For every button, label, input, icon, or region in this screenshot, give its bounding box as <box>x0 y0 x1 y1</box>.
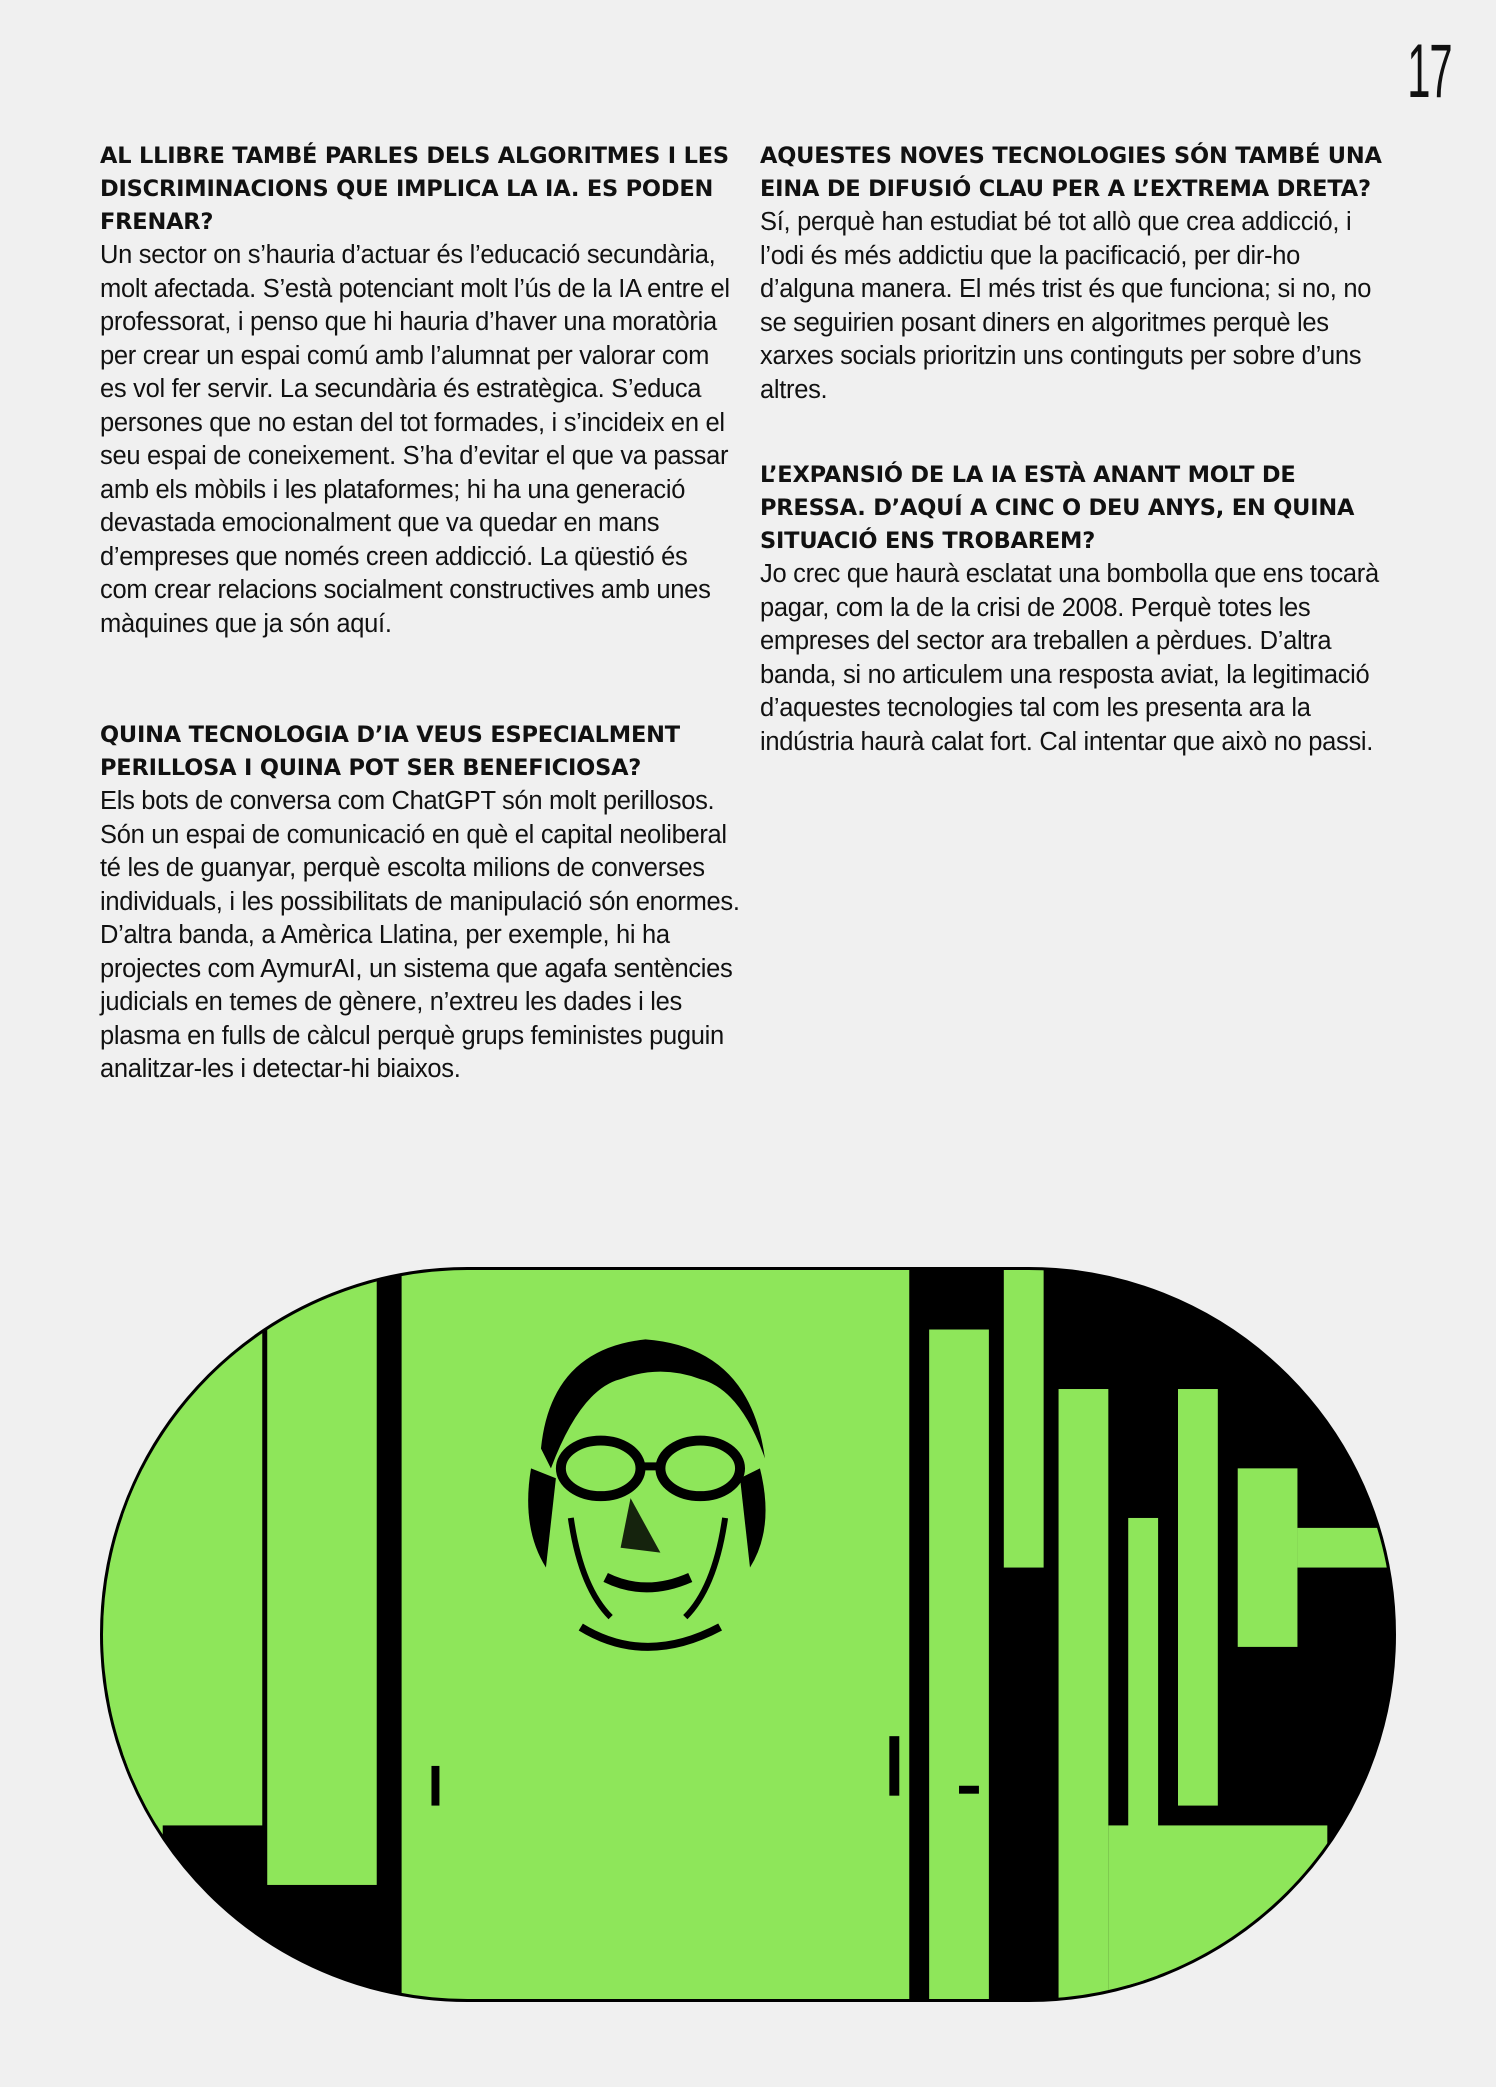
interview-answer: Els bots de conversa com ChatGPT són molt perillosos. Són un espai de comunicació en què el capital neoliberal té les de guanyar, perquè escolta milions de converses individuals, i les possibilitats de manipulació són enormes. D’altra banda, a Amèrica Llatina, per exemple, hi ha projectes com AymurAI, un sistema que agafa sentències judicials en temes de gènere, n’extreu les dades i les plasma en fulls de càlcul perquè grups feministes puguin analitzar-les i detectar-hi biaixos. <box>100 787 740 1083</box>
interview-question: QUINA TECNOLOGIA D’IA VEUS ESPECIALMENT PERILLOSA I QUINA POT SER BENEFICIOSA? <box>100 722 680 781</box>
interview-question: AL LLIBRE TAMBÉ PARLES DELS ALGORITMES I LES DISCRIMINACIONS QUE IMPLICA LA IA. ES PODEN FRENAR? <box>100 143 729 235</box>
page-number: 17 <box>1407 29 1452 114</box>
portrait-photo <box>100 1267 1396 2002</box>
interview-answer: Sí, perquè han estudiat bé tot allò que crea addicció, i l’odi és més addictiu que la pacificació, per dir-ho d’alguna manera. El més trist és que funciona; si no, no se seguirien posant diners en algoritmes perquè les xarxes socials prioritzin uns continguts per sobre d’uns altres. <box>760 208 1372 404</box>
qa-block <box>760 140 1400 407</box>
interview-question: AQUESTES NOVES TECNOLOGIES SÓN TAMBÉ UNA EINA DE DIFUSIÓ CLAU PER A L’EXTREMA DRETA? <box>760 143 1382 202</box>
qa-block <box>100 140 740 641</box>
interview-question: L’EXPANSIÓ DE LA IA ESTÀ ANANT MOLT DE PRESSA. D’AQUÍ A CINC O DEU ANYS, EN QUINA SITUACIÓ ENS TROBAREM? <box>760 462 1355 554</box>
portrait-photo-icon <box>103 1270 1393 1999</box>
left-column <box>100 140 740 1087</box>
interview-answer: Jo crec que haurà esclatat una bombolla que ens tocarà pagar, com la de la crisi de 2008. Perquè totes les empreses del sector ara treballen a pèrdues. D’altra banda, si no articulem una resposta aviat, la legitimació d’aquestes tecnologies tal com les presenta ara la indústria haurà calat fort. Cal intentar que això no passi. <box>760 560 1379 756</box>
right-column <box>760 140 1400 759</box>
qa-block <box>760 459 1400 759</box>
qa-block <box>100 719 740 1087</box>
interview-answer: Un sector on s’hauria d’actuar és l’educació secundària, molt afectada. S’està potenciant molt l’ús de la IA entre el professorat, i penso que hi hauria d’haver una moratòria per crear un espai comú amb l’alumnat per valorar com es vol fer servir. La secundària és estratègica. S’educa persones que no estan del tot formades, i s’incideix en el seu espai de coneixement. S’ha d’evitar el que va passar amb els mòbils i les plataformes; hi ha una generació devastada emocionalment que va quedar en mans d’empreses que només creen addicció. La qüestió és com crear relacions socialment constructives amb unes màquines que ja són aquí. <box>100 241 730 638</box>
